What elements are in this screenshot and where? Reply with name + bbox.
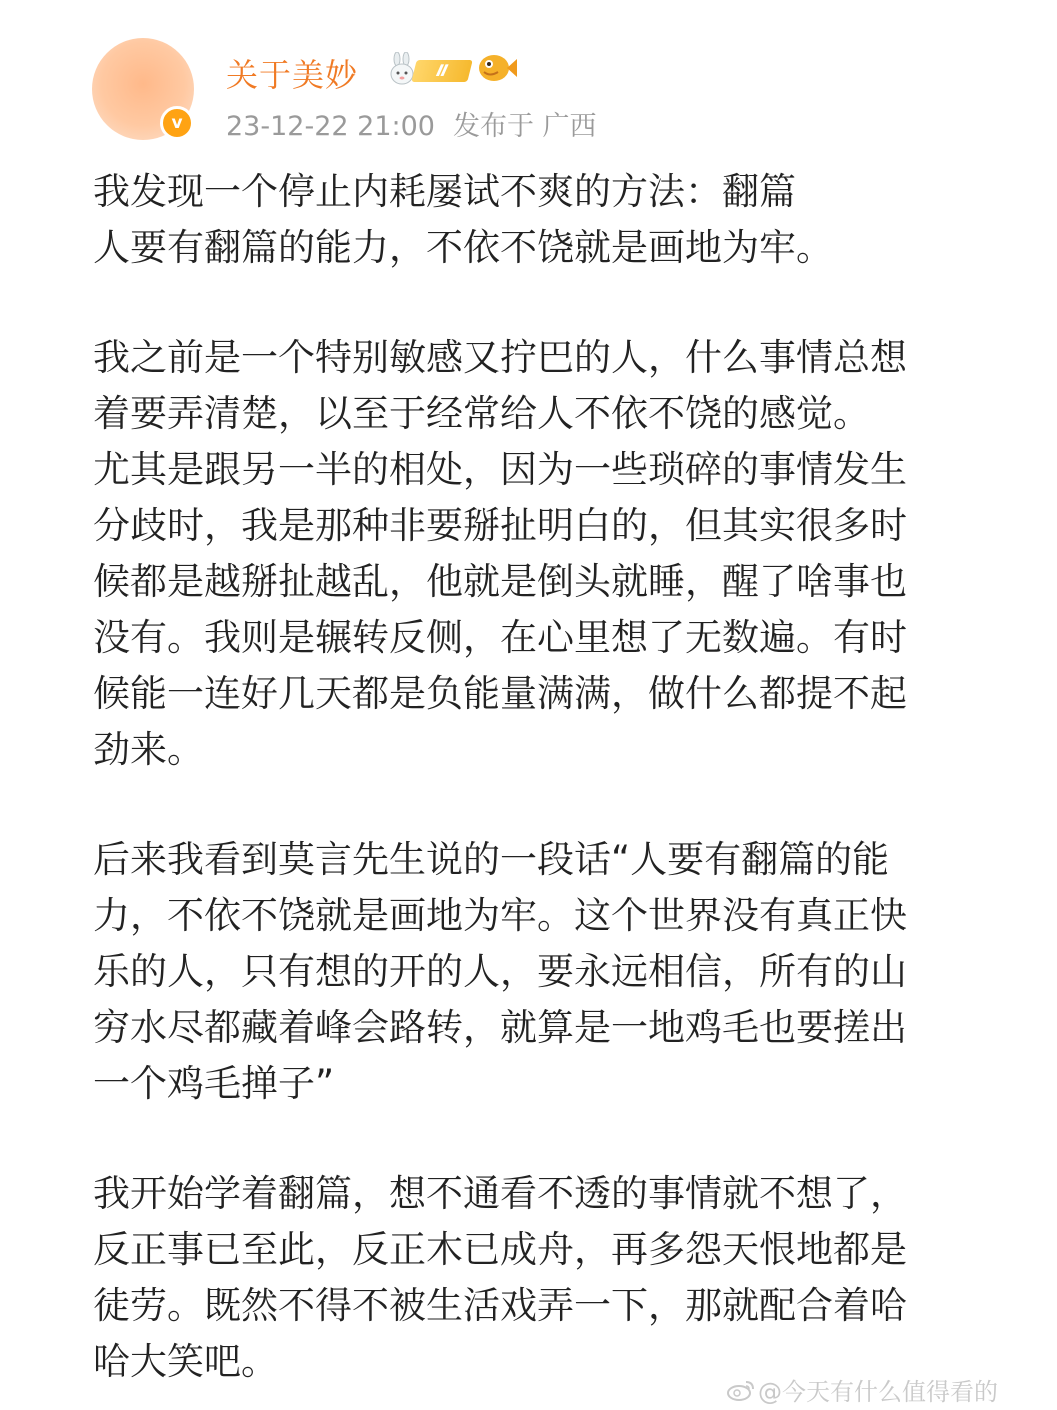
text-line: 候能一连好几天都是负能量满满，做什么都提不起 xyxy=(93,672,907,715)
text-line: 穷水尽都藏着峰会路转，就算是一地鸡毛也要搓出 xyxy=(93,1006,907,1049)
text-line: 我开始学着翻篇，想不通看不透的事情就不想了， xyxy=(93,1172,907,1215)
paragraph-2 xyxy=(93,330,973,778)
text-line: 人要有翻篇的能力，不依不饶就是画地为牢。 xyxy=(93,226,833,269)
location: 发布于 广西 xyxy=(452,111,597,142)
text-line: 候都是越掰扯越乱，他就是倒头就睡，醒了啥事也 xyxy=(93,560,907,603)
watermark xyxy=(726,1372,998,1407)
text-line: 我发现一个停止内耗屡试不爽的方法：翻篇 xyxy=(93,170,796,213)
text-line: 着要弄清楚，以至于经常给人不依不饶的感觉。 xyxy=(93,392,870,435)
text-line: 没有。我则是辗转反侧，在心里想了无数遍。有时 xyxy=(93,616,907,659)
text-line: 反正事已至此，反正木已成舟，再多怨天恨地都是 xyxy=(93,1228,907,1271)
username[interactable]: 关于美妙 xyxy=(226,56,359,94)
fish-badge-icon xyxy=(474,50,518,86)
text-line: 分歧时，我是那种非要掰扯明白的，但其实很多时 xyxy=(93,504,907,547)
paragraph-3 xyxy=(93,832,973,1112)
post-header xyxy=(0,0,1057,160)
verified-icon: v xyxy=(160,106,194,140)
text-line: 力，不依不饶就是画地为牢。这个世界没有真正快 xyxy=(93,894,907,937)
text-line: 我之前是一个特别敏感又拧巴的人，什么事情总想 xyxy=(93,336,907,379)
level-badge: Ⅱ xyxy=(411,60,472,82)
paragraph-1 xyxy=(93,164,973,276)
text-line: 哈大笑吧。 xyxy=(93,1340,278,1383)
text-line: 尤其是跟另一半的相处，因为一些琐碎的事情发生 xyxy=(93,448,907,491)
post-meta xyxy=(226,104,597,143)
text-line: 劲来。 xyxy=(93,728,204,771)
post-body xyxy=(93,160,973,1390)
timestamp: 23-12-22 21:00 xyxy=(226,111,435,142)
watermark-text: @今天有什么值得看的 xyxy=(758,1378,998,1406)
text-line: 乐的人，只有想的开的人，要永远相信，所有的山 xyxy=(93,950,907,993)
text-line: 徒劳。既然不得不被生活戏弄一下，那就配合着哈 xyxy=(93,1284,907,1327)
text-line: 后来我看到莫言先生说的一段话“人要有翻篇的能 xyxy=(93,838,890,881)
paragraph-4 xyxy=(93,1166,973,1390)
text-line: 一个鸡毛掸子” xyxy=(93,1062,335,1105)
weibo-logo-icon xyxy=(726,1378,756,1402)
